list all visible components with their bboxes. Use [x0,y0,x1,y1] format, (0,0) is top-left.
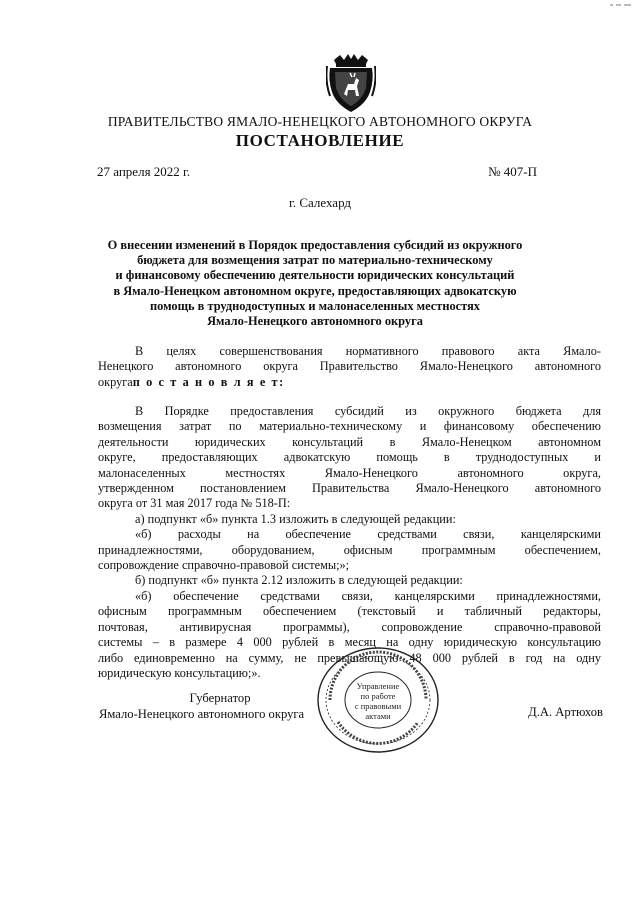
text-line: юридическую консультацию;». [98,665,261,680]
signatory-title: Губернатор [189,691,251,705]
heading-line: Ямало-Ненецкого автономного округа [207,314,423,329]
text-line: деятельности юридических консультаций в Ямало-Ненецком автономном [98,434,601,449]
government-name: ПРАВИТЕЛЬСТВО ЯМАЛО-НЕНЕЦКОГО АВТОНОМНОГО ОКРУГА [107,114,533,129]
text-line: офисным программным обеспечением (текстовый и табличный редакторы, [98,604,601,619]
text-line: сопровождение справочно-правовой системы;»; [98,558,350,573]
text-line: Ненецкого автономного округа Правительство Ямало-Ненецкого автономного [98,359,601,374]
heading-line: в Ямало-Ненецком автономном округе, предоставляющих адвокатскую [113,283,517,298]
text-line: либо единовременно на сумму, не превышающую 48 000 рублей в год на одну [98,650,601,665]
document-number: № 407-П [488,164,537,179]
heading-line: О внесении изменений в Порядок предоставления субсидий из окружного [107,238,523,252]
text-line: а) подпункт «б» пункта 1.3 изложить в следующей редакции: [135,511,456,526]
text-line: б) подпункт «б» пункта 2.12 изложить в следующей редакции: [135,573,463,588]
text-line: принадлежностями, оборудованием, офисным программным обеспечением, [98,542,601,557]
stamp-text-line: актами [365,711,391,721]
text-line: округа от 31 мая 2017 года № 518-П: [98,496,291,511]
document-date: 27 апреля 2022 г. [97,164,191,179]
heading-line: помощь в труднодоступных и малонаселенных местностях [150,298,480,313]
heading-line: и финансовому обеспечению деятельности юридических консультаций [115,268,515,283]
coat-of-arms-emblem [326,52,376,114]
text-line [98,375,601,390]
signatory-name: Д.А. Артюхов [528,705,603,719]
stamp-text-line: по работе [360,691,396,701]
document-heading [95,238,535,329]
text-line: округе, предоставляющих адвокатскую помощь в труднодоступных и [98,450,601,465]
document-city: г. Салехард [288,195,352,210]
text-line: В Порядке предоставления субсидий из окружного бюджета для [135,404,601,418]
text-line: почтовая, антивирусная программы), сопровождение справочно-правовой [98,619,601,634]
preamble-paragraph [98,344,601,390]
text-line: «б) расходы на обеспечение средствами связи, канцелярскими [135,527,601,542]
stamp-text-line: Управление [356,681,400,691]
text-line: системы – в размере 4 000 рублей в месяц на одну юридическую консультацию [98,635,601,650]
text-line: утвержденном постановлением Правительства Ямало-Ненецкого автономного [98,481,601,496]
document-type: ПОСТАНОВЛЕНИЕ [235,131,405,150]
signatory-organization: Ямало-Ненецкого автономного округа [99,707,305,721]
preamble-start: округа [98,374,133,389]
official-stamp [308,640,448,760]
stamp-text-line: с правовыми [354,701,402,711]
text-line: В целях совершенствования нормативного правового акта Ямало- [135,344,601,358]
corner-mark [610,2,632,8]
text-line: «б) обеспечение средствами связи, канцелярскими принадлежностями, [135,588,601,603]
heading-line: бюджета для возмещения затрат по материально-техническому [137,253,493,268]
resolves-keyword: п о с т а н о в л я е т: [132,374,285,389]
text-line: малонаселенных местностях Ямало-Ненецкого автономного округа, [98,465,601,480]
text-line: возмещения затрат по материально-техническому и финансовому обеспечению [98,419,601,434]
